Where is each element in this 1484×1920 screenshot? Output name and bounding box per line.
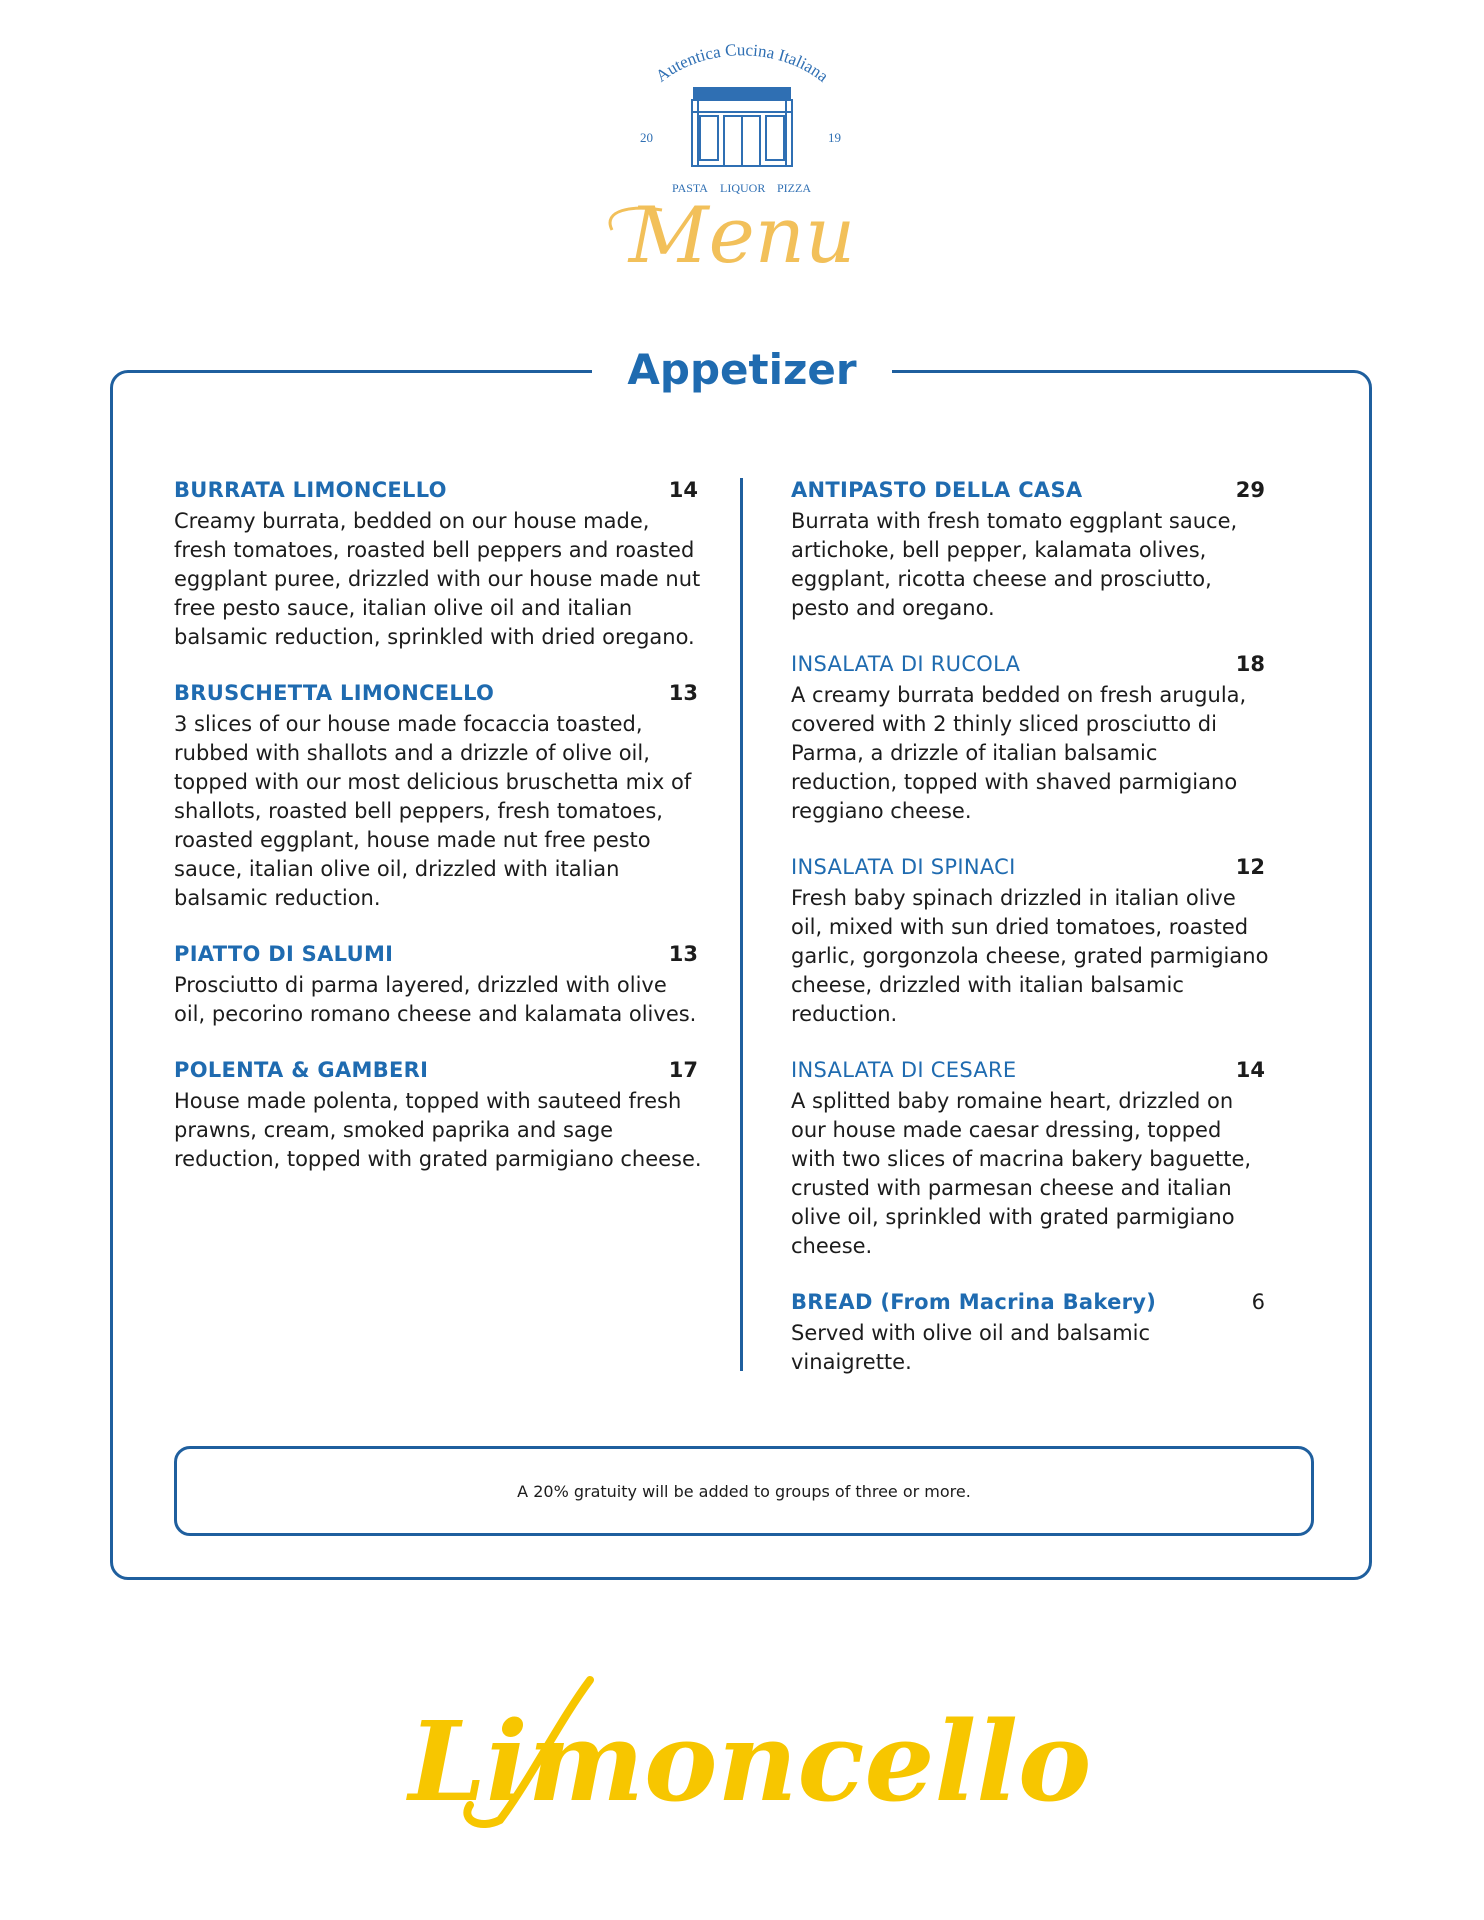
item-price: 6 bbox=[1251, 1290, 1265, 1314]
item-name: BREAD (From Macrina Bakery) bbox=[791, 1290, 1157, 1314]
item-price: 18 bbox=[1235, 652, 1265, 676]
item-description: 3 slices of our house made focaccia toasted, rubbed with shallots and a drizzle of olive oil, topped with our most delicious bruschetta mix of shallots, roasted bell peppers, fresh tomatoes, roasted eggplant, house made nut free pesto sauce, italian olive oil, drizzled with italian balsamic reduction. bbox=[174, 712, 692, 910]
storefront-logo-graphic bbox=[592, 30, 892, 280]
item-name: INSALATA DI CESARE bbox=[791, 1058, 1017, 1082]
item-price: 14 bbox=[1235, 1058, 1265, 1082]
item-price: 14 bbox=[668, 478, 698, 502]
section-title: Appetizer bbox=[592, 340, 892, 400]
item-description: Served with olive oil and balsamic vinaigrette. bbox=[791, 1321, 1151, 1374]
logo-year-left: 20 bbox=[640, 130, 653, 145]
item-name: POLENTA & GAMBERI bbox=[174, 1058, 429, 1082]
item-description: Creamy burrata, bedded on our house made, fresh tomatoes, roasted bell peppers and roasted eggplant puree, drizzled with our house made nut free pesto sauce, italian olive oil and italian balsamic reduction, sprinkled with dried oregano. bbox=[174, 509, 701, 649]
menu-item bbox=[174, 478, 702, 652]
limoncello-logo bbox=[408, 1660, 1092, 1840]
item-name: PIATTO DI SALUMI bbox=[174, 942, 394, 966]
gratuity-text: A 20% gratuity will be added to groups of three or more. bbox=[517, 1481, 971, 1501]
brand-name-script: Limoncello bbox=[408, 1697, 1092, 1826]
gratuity-notice bbox=[174, 1446, 1314, 1536]
item-description: Burrata with fresh tomato eggplant sauce, artichoke, bell pepper, kalamata olives, eggplant, ricotta cheese and prosciutto, pesto and oregano. bbox=[791, 509, 1238, 620]
menu-item bbox=[174, 942, 702, 1029]
item-price: 13 bbox=[668, 942, 698, 966]
logo-tagline-liquor: LIQUOR bbox=[720, 181, 766, 195]
logo-arc-text: Autentica Cucina Italiana bbox=[652, 40, 833, 86]
menu-item bbox=[174, 1058, 702, 1174]
item-description: House made polenta, topped with sauteed fresh prawns, cream, smoked paprika and sage reduction, topped with grated parmigiano cheese. bbox=[174, 1089, 702, 1171]
menu-item bbox=[791, 652, 1269, 826]
item-price: 17 bbox=[668, 1058, 698, 1082]
item-name: INSALATA DI SPINACI bbox=[791, 855, 1016, 879]
item-name: BRUSCHETTA LIMONCELLO bbox=[174, 681, 495, 705]
storefront-icon bbox=[692, 88, 792, 166]
item-description: A splitted baby romaine heart, drizzled on our house made caesar dressing, topped with two slices of macrina bakery baguette, crusted with parmesan cheese and italian olive oil, sprinkled with grated parmigiano cheese. bbox=[791, 1089, 1252, 1258]
menu-item bbox=[791, 855, 1269, 1029]
menu-item bbox=[791, 1290, 1269, 1377]
item-description: A creamy burrata bedded on fresh arugula, covered with 2 thinly sliced prosciutto di Parma, a drizzle of italian balsamic reduction, topped with shaved parmigiano reggiano cheese. bbox=[791, 683, 1247, 823]
logo-year-right: 19 bbox=[828, 130, 841, 145]
logo-tagline-pizza: PIZZA bbox=[777, 181, 811, 195]
logo-tagline-pasta: PASTA bbox=[672, 181, 708, 195]
logo-menu-script: Menu bbox=[628, 191, 856, 280]
right-menu-column bbox=[791, 478, 1269, 1406]
item-price: 12 bbox=[1235, 855, 1265, 879]
item-description: Prosciutto di parma layered, drizzled with olive oil, pecorino romano cheese and kalamata olives. bbox=[174, 973, 697, 1026]
column-divider bbox=[740, 478, 743, 1371]
item-price: 29 bbox=[1235, 478, 1265, 502]
item-description: Fresh baby spinach drizzled in italian olive oil, mixed with sun dried tomatoes, roasted garlic, gorgonzola cheese, grated parmigiano cheese, drizzled with italian balsamic reduction. bbox=[791, 886, 1269, 1026]
item-name: BURRATA LIMONCELLO bbox=[174, 478, 447, 502]
brand-wordmark bbox=[408, 1660, 1092, 1840]
menu-item bbox=[791, 1058, 1269, 1261]
item-price: 13 bbox=[668, 681, 698, 705]
item-name: ANTIPASTO DELLA CASA bbox=[791, 478, 1083, 502]
restaurant-logo bbox=[592, 30, 892, 280]
menu-item bbox=[791, 478, 1269, 623]
item-name: INSALATA DI RUCOLA bbox=[791, 652, 1021, 676]
menu-item bbox=[174, 681, 702, 913]
left-menu-column bbox=[174, 478, 702, 1203]
